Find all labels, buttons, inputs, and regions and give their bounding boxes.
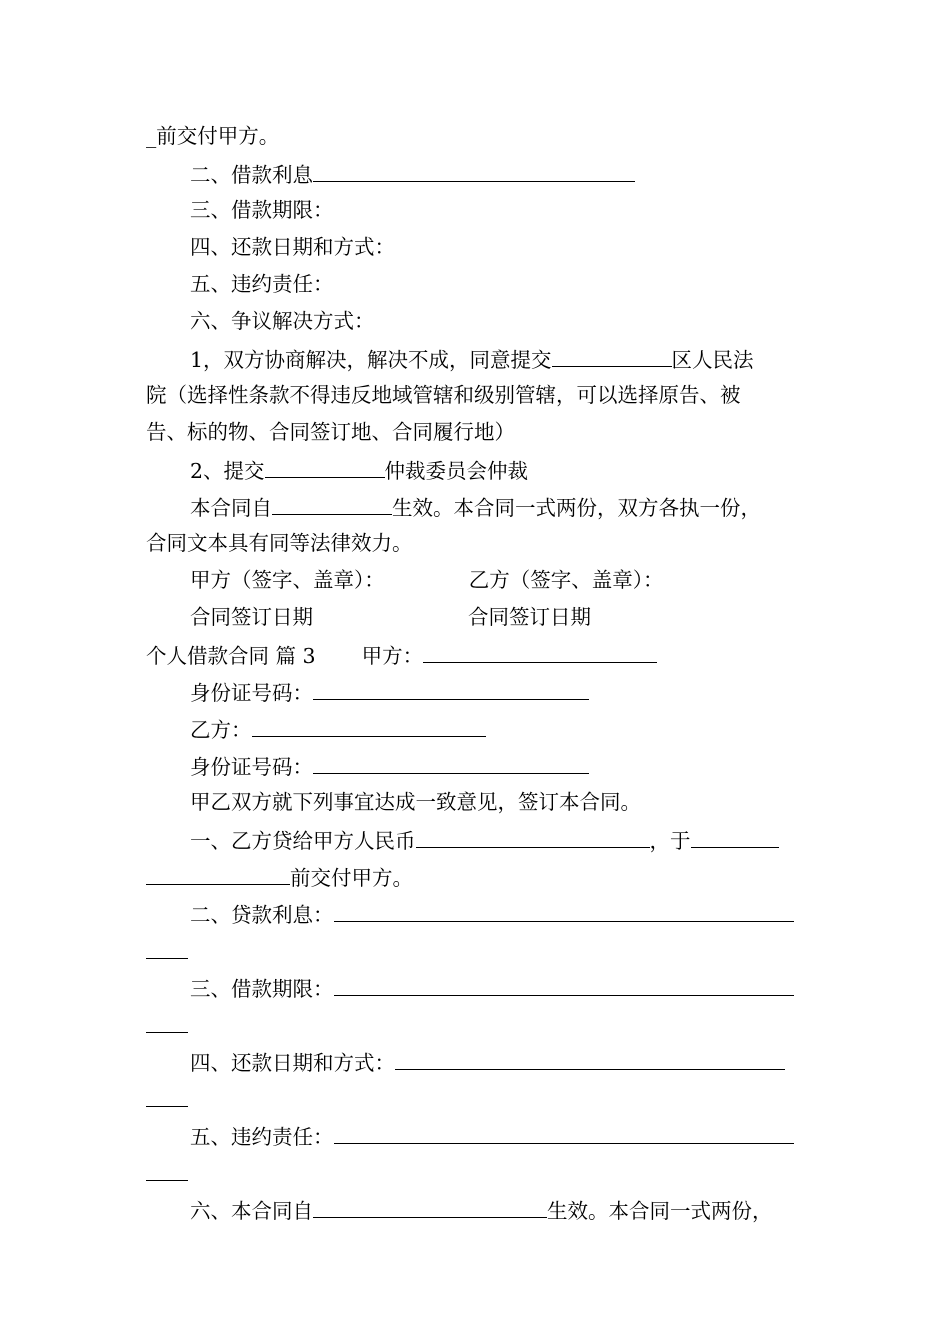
clause-effective: 六、本合同自 — [190, 1199, 313, 1223]
clause-dispute: 六、争议解决方式： — [190, 309, 375, 333]
blank-line — [146, 1154, 188, 1181]
blank-line — [691, 821, 779, 848]
paragraph-text: 告、标的物、合同签订地、合同履行地） — [146, 420, 515, 444]
blank-line — [272, 488, 392, 515]
paragraph-text: _前交付甲方。 — [146, 124, 280, 148]
clause-loan-amount: 一、乙方贷给甲方人民币 — [190, 829, 416, 853]
blank-line — [146, 858, 290, 885]
section-title: 个人借款合同 篇 3 — [146, 644, 316, 668]
paragraph-text: 生效。本合同一式两份， — [547, 1199, 773, 1223]
paragraph-text: 1，双方协商解决，解决不成，同意提交 — [190, 348, 552, 372]
text-line — [190, 562, 806, 599]
text-line — [146, 377, 806, 414]
text-line — [190, 192, 806, 229]
blank-line — [313, 673, 589, 700]
text-line — [190, 451, 806, 488]
blank-line — [313, 155, 635, 182]
text-line — [190, 488, 806, 525]
blank-line — [146, 1006, 188, 1033]
clause-repayment: 四、还款日期和方式： — [190, 235, 395, 259]
clause-term: 三、借款期限： — [190, 198, 334, 222]
blank-line — [334, 1117, 794, 1144]
paragraph-text: 仲裁委员会仲裁 — [384, 459, 529, 483]
paragraph-text: 甲乙双方就下列事宜达成一致意见，签订本合同。 — [190, 790, 641, 814]
blank-line — [313, 1191, 547, 1218]
paragraph-text: 院（选择性条款不得违反地域管辖和级别管辖，可以选择原告、被 — [146, 383, 741, 407]
blank-line — [252, 710, 486, 737]
paragraph-text: 区人民法 — [671, 348, 754, 372]
text-line — [146, 1154, 806, 1191]
party-b-label: 乙方： — [190, 718, 252, 742]
blank-line — [334, 895, 794, 922]
text-line — [190, 895, 806, 932]
clause-liability: 五、违约责任： — [190, 272, 334, 296]
clause-repayment: 四、还款日期和方式： — [190, 1051, 395, 1075]
party-a-label: 甲方： — [361, 644, 424, 668]
blank-line — [146, 932, 188, 959]
text-line — [146, 932, 806, 969]
blank-line — [395, 1043, 785, 1070]
id-number-label: 身份证号码： — [190, 681, 313, 705]
blank-line — [552, 340, 672, 367]
text-line — [190, 747, 806, 784]
clause-term: 三、借款期限： — [190, 977, 334, 1001]
text-line — [190, 673, 806, 710]
blank-line — [423, 636, 657, 663]
text-line — [190, 303, 806, 340]
text-line — [190, 340, 806, 377]
text-line — [146, 525, 806, 562]
text-line — [190, 969, 806, 1006]
signing-date-label: 合同签订日期 — [190, 605, 313, 629]
text-line — [190, 821, 806, 858]
text-line — [190, 155, 806, 192]
party-b-signature: 乙方（签字、盖章）： — [468, 568, 664, 592]
text-line — [190, 710, 806, 747]
paragraph-text: 本合同自 — [190, 496, 272, 520]
text-line — [190, 1043, 806, 1080]
id-number-label: 身份证号码： — [190, 755, 313, 779]
text-line — [190, 229, 806, 266]
paragraph-text: 前交付甲方。 — [290, 866, 413, 890]
blank-line — [313, 747, 589, 774]
text-line — [190, 1117, 806, 1154]
text-line — [146, 1080, 806, 1117]
text-line — [146, 118, 806, 155]
text-line — [146, 1006, 806, 1043]
paragraph-text: 合同文本具有同等法律效力。 — [146, 531, 413, 555]
paragraph-text: 2、提交 — [190, 459, 265, 483]
clause-loan-interest: 二、贷款利息： — [190, 903, 334, 927]
text-line — [190, 1191, 806, 1228]
clause-liability: 五、违约责任： — [190, 1125, 334, 1149]
clause-interest: 二、借款利息 — [190, 163, 313, 187]
text-line — [146, 414, 806, 451]
text-line — [190, 599, 806, 636]
signing-date-label: 合同签订日期 — [468, 605, 591, 629]
text-line — [146, 636, 806, 673]
paragraph-text: ，于 — [649, 829, 691, 853]
blank-line — [334, 969, 794, 996]
party-a-signature: 甲方（签字、盖章）： — [190, 568, 385, 592]
text-line — [190, 266, 806, 303]
text-line — [146, 858, 806, 895]
paragraph-text: 生效。本合同一式两份，双方各执一份， — [392, 496, 761, 520]
blank-line — [416, 821, 650, 848]
text-line — [190, 784, 806, 821]
blank-line — [146, 1080, 188, 1107]
blank-line — [265, 451, 385, 478]
